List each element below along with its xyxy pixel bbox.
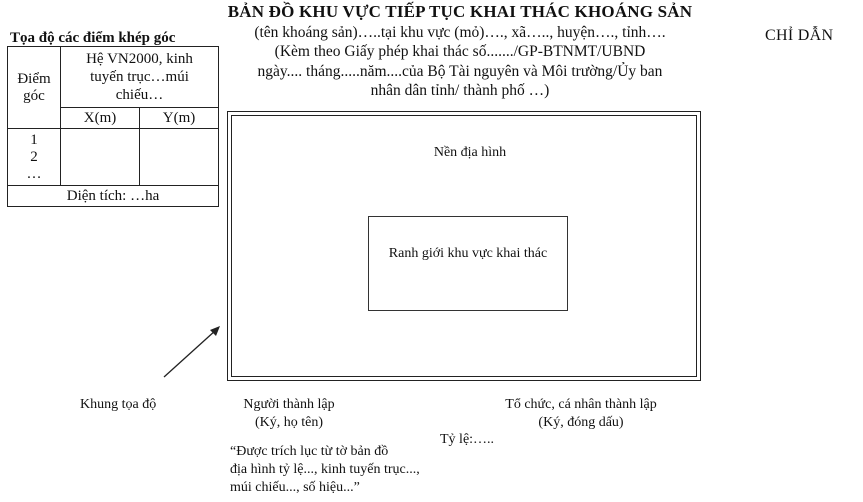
map-title: BẢN ĐỒ KHU VỰC TIẾP TỤC KHAI THÁC KHOÁNG SẢN <box>227 2 693 21</box>
table-row: 2 <box>30 148 38 165</box>
excerpt-line: múi chiếu..., số hiệu...” <box>230 480 360 495</box>
coords-table <box>7 46 219 207</box>
x-values-cell <box>61 129 140 186</box>
creator-sign-note: (Ký, họ tên) <box>254 415 324 430</box>
excerpt-line: “Được trích lục từ tờ bản đồ <box>230 444 389 459</box>
organization-label: Tổ chức, cá nhân thành lập <box>505 397 657 412</box>
license-line: (Kèm theo Giấy phép khai thác số......./GP-BTNMT/UBND <box>274 43 646 60</box>
system-header-line: tuyến trục…múi <box>90 69 189 85</box>
issuer-line: ngày.... tháng.....năm....của Bộ Tài nguyên và Môi trường/Ủy ban <box>257 63 663 80</box>
x-column-header: X(m) <box>61 108 140 129</box>
y-values-cell <box>140 129 219 186</box>
coordinate-system-header <box>61 47 219 108</box>
coordinate-frame-label: Khung tọa độ <box>80 397 157 412</box>
system-header-line: Hệ VN2000, kinh <box>86 51 193 67</box>
table-row: … <box>26 165 42 182</box>
legend-heading: CHỈ DẪN <box>765 27 834 44</box>
system-header-line: chiếu… <box>115 87 164 103</box>
scale-label: Tỷ lệ:….. <box>440 432 495 447</box>
coords-table-title: Tọa độ các điểm khép góc <box>10 30 176 46</box>
issuer-line-end: nhân dân tỉnh/ thành phố …) <box>370 82 550 99</box>
corner-header-line: góc <box>23 87 45 104</box>
corner-point-header <box>8 47 61 129</box>
area-row: Diện tích: …ha <box>8 186 219 207</box>
pointer-arrow-icon <box>160 322 224 382</box>
mineral-location-line: (tên khoáng sản)…..tại khu vực (mỏ)…., xã….., huyện…., tỉnh…. <box>254 24 666 41</box>
mining-boundary-box <box>368 216 568 311</box>
creator-block <box>232 396 346 432</box>
corner-point-list <box>8 129 61 186</box>
y-column-header: Y(m) <box>140 108 219 129</box>
organization-sign-note: (Ký, đóng dấu) <box>538 415 624 430</box>
corner-header-line: Điểm <box>17 70 51 87</box>
mining-boundary-label: Ranh giới khu vực khai thác <box>388 246 548 261</box>
organization-block <box>496 396 666 432</box>
excerpt-line: địa hình tỷ lệ..., kinh tuyến trục..., <box>230 462 420 477</box>
excerpt-note <box>230 443 450 497</box>
table-row: 1 <box>30 131 38 148</box>
creator-label: Người thành lập <box>243 397 335 412</box>
terrain-label: Nền địa hình <box>433 145 507 160</box>
